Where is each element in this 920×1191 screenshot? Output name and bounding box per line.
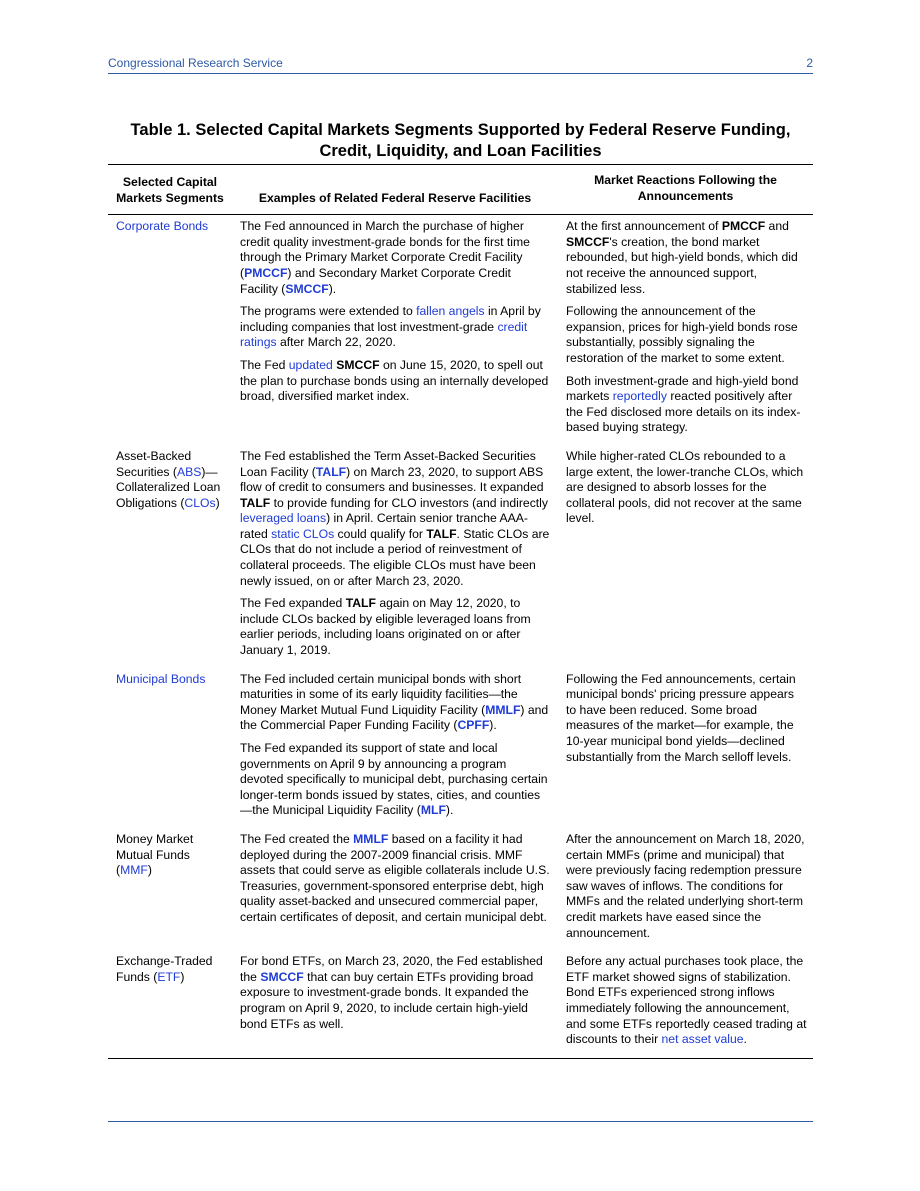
segment-cell <box>108 445 232 668</box>
text-run: ). <box>445 803 454 818</box>
text-run: based on a facility it had deployed during the 2007-2009 financial crisis. MMF assets that could serve as eligible collaterals include U.S. Treasuries, government-sponsored enterprise debt, high quality asset-backed and unsecured commercial paper, certain certificates of deposit, and certain municipal debt. <box>240 831 550 924</box>
segment-label <box>116 449 226 511</box>
text-run: reacted positively after the Fed disclosed more details on its index-based buying strategy. <box>566 389 801 435</box>
text-run: Following the announcement of the expansion, prices for high-yield bonds rose substantially, possibly signaling the restoration of the market to some extent. <box>566 304 798 365</box>
text-run: The Fed announced in March the purchase of higher credit quality investment-grade bonds for the first time through the Primary Market Corporate Credit Facility ( <box>240 219 530 280</box>
facilities-cell <box>232 445 558 668</box>
hyperlink[interactable]: CLOs <box>184 495 216 510</box>
hyperlink[interactable]: CPFF <box>457 718 490 733</box>
text-run: could qualify for <box>334 526 427 541</box>
text-run: ) in April. Certain senior tranche AAA-rated <box>240 511 528 541</box>
table-header-row <box>108 165 813 215</box>
paragraph <box>240 358 552 405</box>
table-row <box>108 668 813 828</box>
header-rule <box>108 73 813 74</box>
paragraph <box>566 672 807 766</box>
table-row <box>108 215 813 445</box>
reactions-cell <box>558 668 813 828</box>
segment-label <box>116 219 226 235</box>
text-run: 's creation, the bond market rebounded, but high-yield bonds, which did not receive the announced support, stabilized less. <box>566 234 798 296</box>
text-run: . <box>743 1032 747 1047</box>
hyperlink[interactable]: Corporate Bonds <box>116 219 209 234</box>
paragraph <box>240 596 552 658</box>
hyperlink[interactable]: ABS <box>176 464 202 479</box>
column-header-facilities: Examples of Related Federal Reserve Facilities <box>232 165 558 215</box>
paragraph <box>566 832 807 941</box>
hyperlink[interactable]: fallen angels <box>416 304 485 319</box>
segment-label <box>116 954 226 985</box>
text-run: The Fed expanded <box>240 596 346 611</box>
text-run: . Static CLOs are CLOs that do not include a period of reinvestment of collateral proceeds. The eligible CLOs must have been newly issued, on or after March 23, 2020. <box>240 526 550 588</box>
text-run: to provide funding for CLO investors (and indirectly <box>270 495 548 510</box>
paragraph <box>240 741 552 819</box>
table-row <box>108 445 813 668</box>
paragraph <box>566 374 807 436</box>
text-run: The programs were extended to <box>240 304 417 319</box>
text-run: again on May 12, 2020, to include CLOs backed by eligible leveraged loans from earlier periods, including loans originated on or after January 1, 2019. <box>240 596 531 658</box>
page-number: 2 <box>806 56 813 70</box>
text-run: and <box>765 219 789 234</box>
table-row <box>108 828 813 950</box>
hyperlink[interactable]: Municipal Bonds <box>116 671 206 686</box>
text-run: on June 15, 2020, to spell out the plan to purchase bonds using an internally developed broad, diversified market index. <box>240 357 549 404</box>
text-run: The Fed expanded its support of state and local governments on April 9 by announcing a program devoted specifically to municipal debt, purchasing certain longer-term bonds issued by states, cities, and counties—the Municipal Liquidity Facility ( <box>240 741 548 818</box>
segment-label <box>116 672 226 688</box>
segment-cell <box>108 215 232 445</box>
text-run: after March 22, 2020. <box>276 335 396 350</box>
facilities-cell <box>232 828 558 950</box>
hyperlink[interactable]: MMLF <box>353 831 389 846</box>
hyperlink[interactable]: MMLF <box>485 702 521 717</box>
hyperlink[interactable]: SMCCF <box>260 969 304 984</box>
hyperlink[interactable]: net asset value <box>661 1032 744 1047</box>
text-run: ) <box>215 495 220 510</box>
text-run: ) and Secondary Market Corporate Credit Facility ( <box>240 265 511 296</box>
paragraph <box>240 954 552 1032</box>
bold-term: SMCCF <box>566 234 610 249</box>
footer-rule <box>108 1121 813 1122</box>
column-header-reactions: Market Reactions Following the Announcements <box>558 165 813 215</box>
hyperlink[interactable]: static CLOs <box>271 526 335 541</box>
segment-label <box>116 832 226 879</box>
hyperlink[interactable]: SMCCF <box>285 281 329 296</box>
facilities-table <box>108 164 813 1059</box>
text-run: ) <box>147 863 152 878</box>
reactions-cell <box>558 828 813 950</box>
text-run: Exchange-Traded Funds ( <box>116 954 213 984</box>
bold-term: TALF <box>240 495 271 510</box>
text-run: ) and the Commercial Paper Funding Facility ( <box>240 702 549 733</box>
paragraph <box>240 672 552 734</box>
table-row <box>108 950 813 1058</box>
text-run: ). <box>489 718 497 733</box>
bold-term: PMCCF <box>721 219 766 234</box>
text-run: The Fed <box>240 357 289 372</box>
text-run: Following the Fed announcements, certain municipal bonds' pricing pressure appears to have been reduced. Some broad measures of the market—for example, the 10-year municipal bond yields—declined substantially from the March selloff levels. <box>566 671 796 764</box>
text-run: Before any actual purchases took place, the ETF market showed signs of stabilization. Bond ETFs experienced strong inflows immediately following the announcement, and some ETFs reportedly ceased trading at discounts to their <box>566 954 807 1047</box>
column-header-segments: Selected Capital Markets Segments <box>108 165 232 215</box>
table-body <box>108 215 813 1059</box>
text-run: Asset-Backed Securities ( <box>116 448 192 479</box>
segment-cell <box>108 950 232 1058</box>
hyperlink[interactable]: updated <box>288 357 333 372</box>
paragraph <box>240 219 552 297</box>
hyperlink[interactable]: leveraged loans <box>240 511 327 526</box>
bold-term: TALF <box>426 526 457 541</box>
facilities-cell <box>232 950 558 1058</box>
hyperlink[interactable]: ETF <box>157 969 181 984</box>
paragraph <box>566 954 807 1048</box>
text-run: While higher-rated CLOs rebounded to a large extent, the lower-tranche CLOs, which are designed to absorb losses for the collateral pools, did not recover at the same level. <box>566 448 804 526</box>
text-run: that can buy certain ETFs providing broad exposure to investment-grade bonds. It expanded the program on April 9, 2020, to include certain high-yield bond ETFs as well. <box>240 969 534 1031</box>
paragraph <box>566 219 807 297</box>
hyperlink[interactable]: PMCCF <box>244 265 288 280</box>
bold-term: SMCCF <box>336 357 380 372</box>
paragraph <box>240 304 552 351</box>
text-run: in April by including companies that lost investment-grade <box>240 304 541 334</box>
paragraph <box>240 449 552 589</box>
reactions-cell <box>558 950 813 1058</box>
header-org: Congressional Research Service <box>108 56 283 70</box>
text-run: The Fed created the <box>240 831 354 846</box>
text-run: ) on March 23, 2020, to support ABS flow of credit to consumers and businesses. It expanded <box>240 464 544 495</box>
text-run: For bond ETFs, on March 23, 2020, the Fed established the <box>240 954 543 984</box>
text-run: The Fed included certain municipal bonds with short maturities in some of its early liquidity facilities—the Money Market Mutual Fund Liquidity Facility ( <box>240 671 522 717</box>
hyperlink[interactable]: TALF <box>315 464 347 479</box>
text-run: At the first announcement of <box>566 219 722 234</box>
paragraph <box>240 832 552 926</box>
reactions-cell <box>558 215 813 445</box>
hyperlink[interactable]: MLF <box>420 803 446 818</box>
bold-term: TALF <box>345 596 376 611</box>
text-run: ) <box>180 969 185 984</box>
hyperlink[interactable]: MMF <box>120 863 148 878</box>
paragraph <box>566 304 807 366</box>
hyperlink[interactable]: reportedly <box>612 389 667 404</box>
text-run: ). <box>328 281 337 296</box>
facilities-cell <box>232 668 558 828</box>
segment-cell <box>108 828 232 950</box>
text-run: After the announcement on March 18, 2020, certain MMFs (prime and municipal) that were previously facing redemption pressure saw waves of inflows. The conditions for MMFs and the related underlying short-term credit markets have eased since the announcement. <box>566 831 805 940</box>
hyperlink[interactable]: credit ratings <box>240 319 528 350</box>
text-run: Money Market Mutual Funds ( <box>116 831 194 878</box>
segment-cell <box>108 668 232 828</box>
facilities-cell <box>232 215 558 445</box>
text-run: Both investment-grade and high-yield bond markets <box>566 373 799 404</box>
reactions-cell <box>558 445 813 668</box>
text-run: The Fed established the Term Asset-Backed Securities Loan Facility ( <box>240 448 536 479</box>
table-title: Table 1. Selected Capital Markets Segments Supported by Federal Reserve Funding, Credit, Liquidity, and Loan Facilities <box>130 121 791 160</box>
paragraph <box>566 449 807 527</box>
text-run: )—Collateralized Loan Obligations ( <box>116 464 221 510</box>
